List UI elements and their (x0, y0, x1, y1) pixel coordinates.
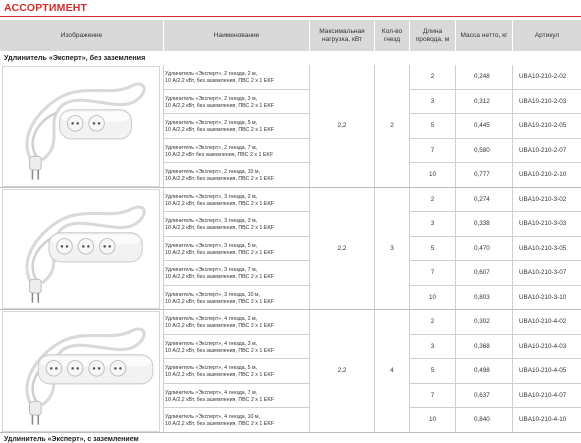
table-row (0, 408, 581, 433)
product-name (165, 218, 310, 232)
column-divider (455, 384, 456, 409)
article-code: UBA10-210-3-10 (519, 293, 567, 301)
table-row (0, 65, 581, 90)
net-mass-value: 0,803 (474, 293, 490, 301)
cord-length-value: 5 (430, 367, 435, 375)
column-divider (512, 335, 513, 360)
product-name-line1: Удлинитель «Эксперт», 3 гнезда, 7 м, (165, 267, 258, 273)
header-name: Наименование (164, 20, 309, 51)
header-article: Артикул (513, 20, 581, 51)
max-load-value: 2,2 (337, 367, 347, 375)
column-divider (512, 310, 513, 335)
article-code: UBA10-210-2-02 (519, 73, 567, 81)
net-mass-value: 0,302 (474, 318, 490, 326)
product-name-line2: 10 А/2,2 кВт, без заземления, ПВС 2 х 1 EKF (165, 78, 275, 84)
product-name-line2: 10 А/2,2 кВт, без заземления, ПВС 2 х 1 EKF (165, 225, 275, 231)
article-code: UBA10-210-2-05 (519, 122, 567, 130)
product-name-line2: 10 А/2,2 кВт, без заземления, ПВС 2 х 1 EKF (165, 323, 275, 329)
article-code: UBA10-210-3-02 (519, 195, 567, 203)
column-divider (455, 310, 456, 335)
net-mass-value: 0,368 (474, 342, 490, 350)
cord-length-value: 10 (428, 171, 436, 179)
table-row (0, 163, 581, 188)
cord-length-value: 5 (430, 244, 435, 252)
product-name-line1: Удлинитель «Эксперт», 4 гнезда, 3 м, (165, 340, 258, 347)
article-code: UBA10-210-3-05 (519, 244, 567, 252)
column-divider (455, 139, 456, 164)
cord-length-value: 2 (430, 195, 435, 203)
article-code: UBA10-210-4-07 (519, 391, 567, 399)
column-divider (512, 359, 513, 384)
max-load-value: 2,2 (337, 122, 347, 130)
net-mass-value: 0,777 (474, 171, 490, 179)
cord-length-value: 5 (430, 122, 435, 130)
column-divider (455, 261, 456, 286)
product-name-line2: 10 А/2,2 кВт, без заземления, ПВС 2 х 1 EKF (165, 396, 275, 403)
section-title: АССОРТИМЕНТ (4, 2, 88, 14)
header-image: Изображение (0, 20, 163, 51)
column-divider (512, 408, 513, 433)
cord-length-value: 3 (430, 220, 435, 228)
product-name-line2: 10 А/2,2 кВт, без заземления, ПВС 2 х 1 EKF (165, 421, 275, 427)
column-divider (455, 408, 456, 433)
cord-length-value: 7 (430, 391, 435, 399)
product-name (165, 169, 310, 183)
net-mass-value: 0,637 (474, 391, 490, 399)
net-mass-value: 0,470 (474, 244, 490, 252)
column-divider (512, 65, 513, 90)
group-divider (0, 432, 581, 433)
product-name-line1: Удлинитель «Эксперт», 3 гнезда, 3 м, (165, 218, 258, 224)
product-name (165, 120, 310, 134)
product-name (165, 243, 310, 257)
column-divider (455, 237, 456, 262)
column-divider (512, 90, 513, 115)
column-divider (455, 188, 456, 213)
column-divider (512, 261, 513, 286)
product-name-line2: 10 А/2,2 кВт без заземления, ПВС 2 х 1 EKF (165, 151, 274, 158)
cord-length-value: 10 (428, 416, 436, 424)
column-divider (512, 212, 513, 237)
product-name-line1: Удлинитель «Эксперт», 2 гнезда, 3 м, (165, 95, 258, 102)
product-name-line1: Удлинитель «Эксперт», 3 гнезда, 10 м, (165, 291, 261, 298)
socket-count-value: 3 (390, 244, 394, 252)
header-qty: Кол-во гнезд (375, 20, 409, 51)
column-divider (455, 335, 456, 360)
next-group-title: Удлинитель «Эксперт», с заземлением (4, 436, 139, 443)
column-divider (455, 286, 456, 311)
product-name-line1: Удлинитель «Эксперт», 4 гнезда, 5 м, (165, 365, 258, 371)
cord-length-value: 7 (430, 146, 435, 154)
table-row (0, 359, 581, 384)
table-row (0, 212, 581, 237)
product-name (165, 390, 310, 404)
net-mass-value: 0,338 (474, 220, 490, 228)
column-divider (455, 359, 456, 384)
table-row (0, 335, 581, 360)
socket-count-value: 2 (390, 122, 394, 130)
table-row (0, 384, 581, 409)
product-name-line2: 10 А/2,2 кВт, без заземления, ПВС 2 х 1 EKF (165, 347, 275, 354)
max-load-value: 2,2 (337, 244, 347, 252)
product-name-line2: 10 А/2,2 кВт, без заземления, ПВС 2 х 1 EKF (165, 249, 275, 256)
cord-length-value: 10 (428, 293, 436, 301)
header-length: Длина провода, м (410, 20, 455, 51)
product-name-line2: 10 А/2,2 кВт, без заземления, ПВС 2 х 1 EKF (165, 127, 275, 133)
product-name-line1: Удлинитель «Эксперт», 3 гнезда, 2 м, (165, 193, 258, 200)
column-divider (512, 188, 513, 213)
product-name-line1: Удлинитель «Эксперт», 2 гнезда, 10 м, (165, 169, 261, 175)
column-divider (512, 237, 513, 262)
product-name (165, 96, 310, 110)
product-name (165, 292, 310, 306)
table-row (0, 237, 581, 262)
article-code: UBA10-210-2-07 (519, 146, 567, 154)
cord-length-value: 2 (430, 73, 435, 81)
article-code: UBA10-210-4-05 (519, 367, 567, 375)
net-mass-value: 0,445 (474, 122, 490, 130)
article-code: UBA10-210-4-03 (519, 342, 567, 350)
article-code: UBA10-210-3-07 (519, 269, 567, 277)
table-row (0, 114, 581, 139)
cord-length-value: 2 (430, 318, 435, 326)
product-name (165, 194, 310, 208)
net-mass-value: 0,580 (474, 146, 490, 154)
product-name-line1: Удлинитель «Эксперт», 4 гнезда, 10 м, (165, 414, 261, 420)
product-name-line1: Удлинитель «Эксперт», 3 гнезда, 5 м, (165, 242, 258, 249)
table-row (0, 286, 581, 311)
article-code: UBA10-210-3-03 (519, 220, 567, 228)
cord-length-value: 3 (430, 97, 435, 105)
column-divider (512, 286, 513, 311)
article-code: UBA10-210-4-10 (519, 416, 567, 424)
column-divider (455, 65, 456, 90)
column-divider (455, 163, 456, 188)
column-divider (512, 114, 513, 139)
product-name (165, 316, 310, 330)
product-name-line1: Удлинитель «Эксперт», 2 гнезда, 2 м, (165, 71, 258, 77)
table-row (0, 90, 581, 115)
product-name (165, 341, 310, 355)
product-name (165, 267, 310, 281)
product-name (165, 414, 310, 428)
cord-length-value: 3 (430, 342, 435, 350)
net-mass-value: 0,312 (474, 97, 490, 105)
column-divider (455, 114, 456, 139)
product-name-line2: 10 А/2,2 кВт, без заземления, ПВС 2 х 1 EKF (165, 102, 275, 109)
header-load: Максимальная нагрузка, кВт (310, 20, 374, 51)
product-name-line2: 10 А/2,2 кВт, без заземления, ПВС 2 х 1 EKF (165, 298, 275, 305)
group-title: Удлинитель «Эксперт», без заземления (4, 53, 146, 62)
title-divider (0, 16, 581, 17)
table-row (0, 261, 581, 286)
column-divider (455, 212, 456, 237)
article-code: UBA10-210-4-02 (519, 318, 567, 326)
column-divider (512, 163, 513, 188)
product-name-line1: Удлинитель «Эксперт», 2 гнезда, 7 м, (165, 144, 258, 151)
column-divider (512, 139, 513, 164)
product-name-line2: 10 А/2,2 кВт, без заземления, ПВС 2 х 1 EKF (165, 372, 275, 378)
table-row (0, 310, 581, 335)
product-name-line1: Удлинитель «Эксперт», 4 гнезда, 2 м, (165, 316, 258, 322)
product-name-line2: 10 А/2,2 кВт, без заземления, ПВС 2 х 1 EKF (165, 176, 275, 182)
article-code: UBA10-210-2-03 (519, 97, 567, 105)
product-name (165, 71, 310, 85)
product-name-line2: 10 А/2,2 кВт, без заземления, ПВС 2 х 1 EKF (165, 274, 275, 280)
net-mass-value: 0,248 (474, 73, 490, 81)
column-divider (512, 384, 513, 409)
net-mass-value: 0,607 (474, 269, 490, 277)
net-mass-value: 0,274 (474, 195, 490, 203)
table-row (0, 139, 581, 164)
net-mass-value: 0,498 (474, 367, 490, 375)
product-name-line2: 10 А/2,2 кВт, без заземления, ПВС 2 х 1 EKF (165, 200, 275, 207)
net-mass-value: 0,840 (474, 416, 490, 424)
header-mass: Масса нетто, кг (456, 20, 512, 51)
socket-count-value: 4 (390, 367, 394, 375)
product-name (165, 145, 310, 159)
cord-length-value: 7 (430, 269, 435, 277)
product-name-line1: Удлинитель «Эксперт», 4 гнезда, 7 м, (165, 389, 258, 396)
article-code: UBA10-210-2-10 (519, 171, 567, 179)
product-name-line1: Удлинитель «Эксперт», 2 гнезда, 5 м, (165, 120, 258, 126)
column-divider (455, 90, 456, 115)
table-row (0, 188, 581, 213)
product-name (165, 365, 310, 379)
